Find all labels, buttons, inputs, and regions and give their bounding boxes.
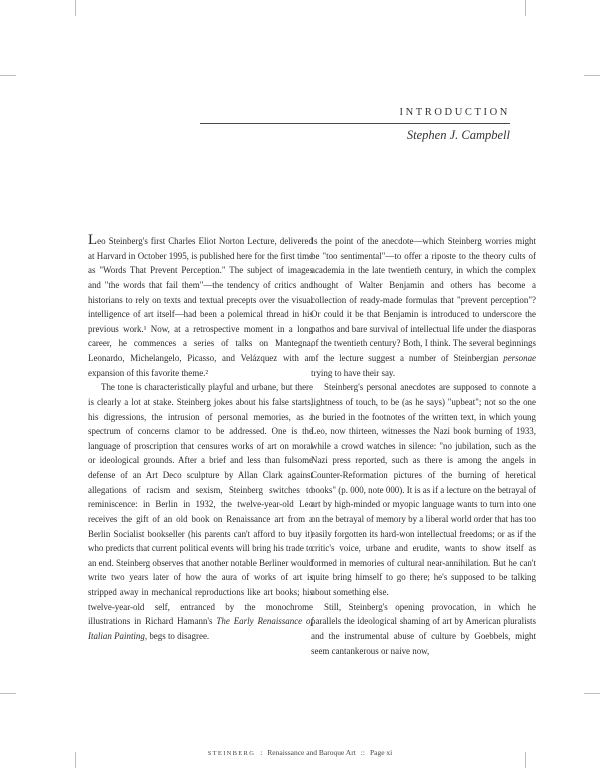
italic-title: The Early Renaissance of Italian Painting <box>88 616 313 641</box>
left-column <box>88 234 313 644</box>
page-number: Page xi <box>369 748 393 757</box>
footer-separator: : <box>260 748 263 757</box>
running-footer <box>0 748 600 757</box>
crop-mark <box>584 75 600 76</box>
chapter-author: Stephen J. Campbell <box>406 128 510 142</box>
body-paragraph: Is the point of the anecdote—which Steinberg worries might be "too sentimental"—to offer a riposte to the theory cults of academia in the late twentieth century, in which the complex thought of Walter Benjamin and others has become a collection of ready-made formulas that "prevent perception"? Or could it be that Benjamin is introduced to underscore the pathos and bare survival of intellectual life under the diasporas of the twentieth century? Both, I think. The several beginnings of the lecture suggest a number of Steinbergian personae trying to have their say. <box>311 236 536 378</box>
body-paragraph: Leo Steinberg's first Charles Eliot Norton Lecture, delivered at Harvard in October 1995, is published here for the first time as "Words That Prevent Perception." The subject of images and "the words that fail them"—the tendency of critics and historians to rely on texts and textual precepts over the visual intelligence of art itself—had been a polemical thread in his previous work.¹ Now, at a retrospective moment in a long career, he commences a series of talks on Mantegna, Leonardo, Michelangelo, Picasso, and Velázquez with an expansion of this favorite theme.² <box>88 232 313 378</box>
chapter-heading <box>200 106 510 143</box>
book-title: Renaissance and Baroque Art <box>267 748 356 757</box>
italic-title: personae <box>503 353 536 363</box>
section-title: INTRODUCTION <box>399 107 510 118</box>
running-title: STEINBERG <box>207 750 256 757</box>
crop-mark <box>584 693 600 694</box>
right-column <box>311 234 536 658</box>
crop-mark <box>0 693 16 694</box>
crop-mark <box>75 0 76 16</box>
body-paragraph: Still, Steinberg's opening provocation, in which he parallels the ideological shaming of art by American pluralists and the instrumental abuse of culture by Goebbels, might seem cantankerous or naive now, <box>311 601 536 656</box>
crop-mark <box>525 0 526 16</box>
crop-mark <box>0 75 16 76</box>
heading-rule <box>200 123 510 124</box>
drop-cap: L <box>88 232 98 248</box>
footer-separator: :: <box>360 748 365 757</box>
body-paragraph: Steinberg's personal anecdotes are supposed to connote a lightness of touch, to be (as he says) "upbeat"; not so the one he buried in the footnotes of the written text, in which young Leo, now thirteen, witnesses the Nazi book burning of 1933, while a crowd watches in silence: "no jubilation, such as the Nazi press reported, such as there is among the angels in Counter-Reformation pictures of the burning of heretical books" (p. 000, note 000). It is as if a lecture on the betrayal of art by high-minded or myopic language wants to turn into one on the betrayal of memory by a liberal world order that has too easily forgotten its hard-won intellectual freedoms; or as if the critic's voice, urbane and erudite, wants to show itself as formed in memories of cultural near-annihilation. But he can't quite bring himself to go there; he's supposed to be talking about something else. <box>311 382 536 597</box>
body-paragraph: The tone is characteristically playful and urbane, but there is clearly a lot at stake. Steinberg jokes about his false starts, his digressions, the intrusion of personal memories, as a spectrum of concerns clamor to be addressed. One is the language of proscription that censures works of art on moral or ideological grounds. After a brief and less than fulsome defense of an Art Deco sculpture by Allan Clark against allegations of racism and sexism, Steinberg switches to reminiscence: in Berlin in 1932, the twelve-year-old Leo receives the gift of an old book on Renaissance art from a Berlin Socialist bookseller (his parents can't afford to buy it) who predicts that current political events will bring his trade to an end. Steinberg observes that another notable Berliner would write two years later of how the aura of works of art is stripped away in mechanical reproductions like art books; his twelve-year-old self, entranced by the monochrome illustrations in Richard Hamann's The Early Renaissance of Italian Painting, begs to disagree. <box>88 382 313 641</box>
